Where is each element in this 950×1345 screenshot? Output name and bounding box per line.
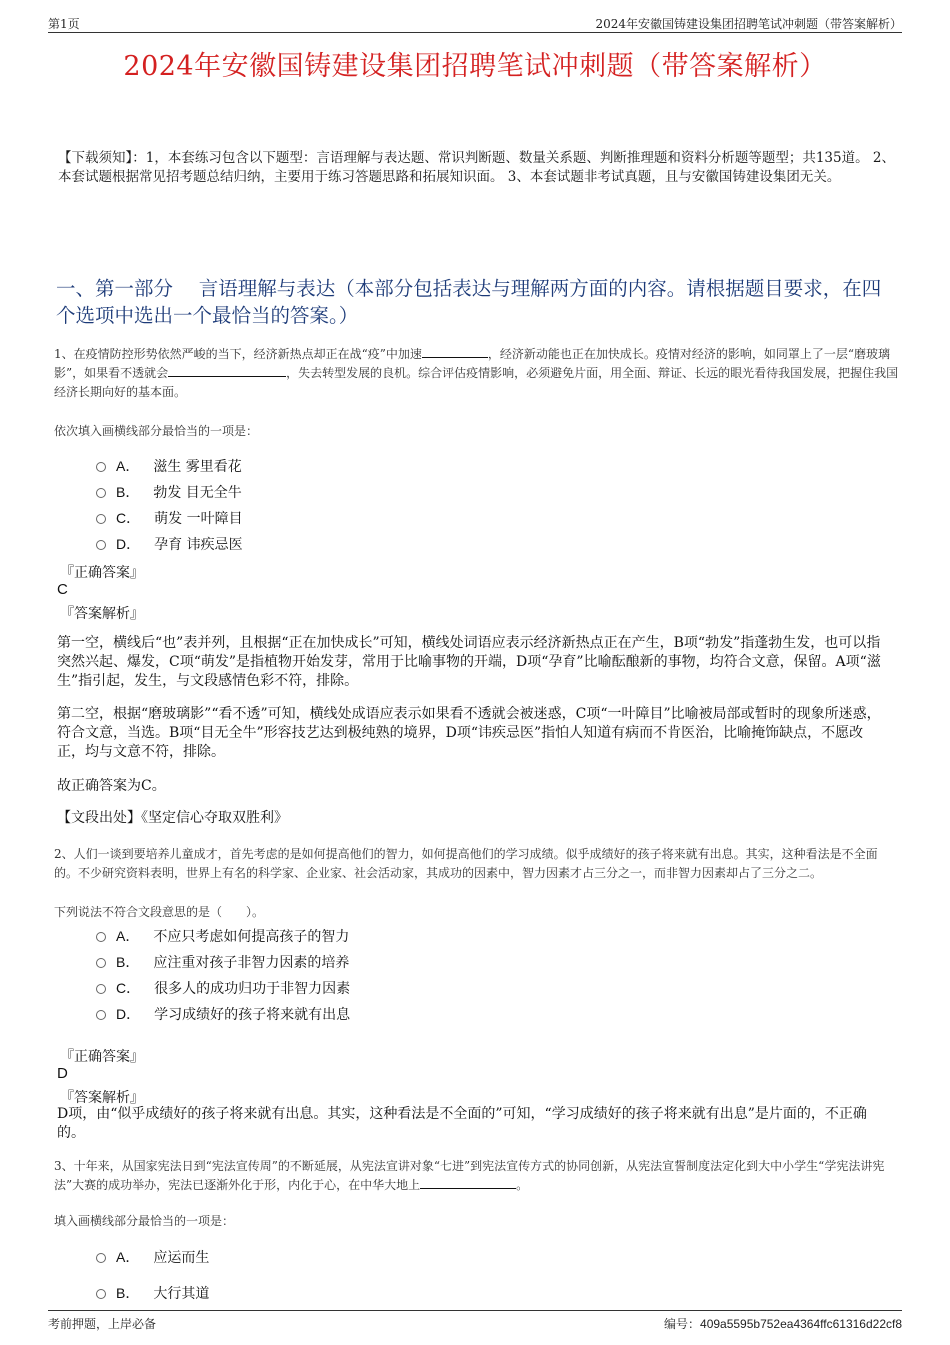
- analysis-label: 『答案解析』: [60, 606, 144, 622]
- correct-answer: C: [57, 581, 68, 598]
- blank-line: [168, 364, 286, 377]
- radio-icon[interactable]: [96, 958, 106, 968]
- question-2-instruction: 下列说法不符合文段意思的是（ ）。: [54, 905, 265, 919]
- radio-icon[interactable]: [96, 540, 106, 550]
- radio-icon[interactable]: [96, 1010, 106, 1020]
- option-c[interactable]: C． 很多人的成功归功于非智力因素: [96, 978, 350, 998]
- radio-icon[interactable]: [96, 932, 106, 942]
- question-1-text: 1、在疫情防控形势依然严峻的当下，经济新热点却正在战“疫”中加速 ，经济新动能也正在加快成长。疫情对经济的影响，如同罩上了一层“磨玻璃影”，如果看不透就会 ，失去转型发展的良机。综合评估疫情影响，必须避免片面，用全面、辩证、长远的眼光看待我国发展，把握住我国经济长期向好的基本面。: [54, 347, 899, 399]
- option-b[interactable]: B． 勃发 目无全牛: [96, 482, 242, 502]
- question-3-instruction: 填入画横线部分最恰当的一项是：: [54, 1214, 235, 1228]
- option-d[interactable]: D． 学习成绩好的孩子将来就有出息: [96, 1004, 350, 1024]
- radio-icon[interactable]: [96, 1253, 106, 1263]
- option-d[interactable]: D． 孕育 讳疾忌医: [96, 534, 243, 554]
- option-a[interactable]: A． 滋生 雾里看花: [96, 456, 242, 476]
- document-title: 2024年安徽国铸建设集团招聘笔试冲刺题（带答案解析）: [123, 51, 827, 82]
- option-b[interactable]: B． 大行其道: [96, 1283, 209, 1303]
- download-notice: 【下载须知】：1，本套练习包含以下题型：言语理解与表达题、常识判断题、数量关系题、判断推理题和资料分析题等题型；共135道。 2、本套试题根据常见招考题总结归纳，主要用于练习答题思路和拓展知识面。 3、本套试题非考试真题，且与安徽国铸建设集团无关。: [58, 150, 895, 185]
- radio-icon[interactable]: [96, 488, 106, 498]
- analysis-conclusion: 故正确答案为C。: [57, 778, 166, 794]
- question-2-options: [54, 926, 900, 1026]
- blank-line: [422, 345, 488, 358]
- footer-slogan: 考前押题，上岸必备: [48, 1317, 157, 1331]
- page-header: [48, 12, 902, 33]
- option-c[interactable]: C． 萌发 一叶障目: [96, 508, 243, 528]
- option-b[interactable]: B． 应注重对孩子非智力因素的培养: [96, 952, 349, 972]
- source-citation: 【文段出处】《坚定信心夺取双胜利》: [57, 810, 288, 826]
- page-number: 第1页: [48, 17, 80, 31]
- radio-icon[interactable]: [96, 462, 106, 472]
- option-a[interactable]: A． 不应只考虑如何提高孩子的智力: [96, 926, 349, 946]
- analysis-paragraph: D项，由“似乎成绩好的孩子将来就有出息。其实，这种看法是不全面的”可知，“学习成绩好的孩子将来就有出息”是片面的，不正确的。: [57, 1106, 867, 1141]
- option-a[interactable]: A． 应运而生: [96, 1247, 209, 1267]
- analysis-paragraph-2: 第二空，根据“磨玻璃影”“看不透”可知，横线处成语应表示如果看不透就会被迷惑，C项“一叶障目”比喻被局部或暂时的现象所迷惑，符合文意，当选。B项“目无全牛”形容技艺达到极纯熟的境界，D项“讳疾忌医”指怕人知道有病而不肯医治，比喻掩饰缺点，不愿改正，均与文意不符，排除。: [57, 706, 881, 760]
- answer-label: 『正确答案』: [60, 1049, 144, 1065]
- analysis-paragraph-1: 第一空，横线后“也”表并列，且根据“正在加快成长”可知，横线处词语应表示经济新热点正在产生，B项“勃发”指蓬勃生发，也可以指突然兴起、爆发，C项“萌发”是指植物开始发芽，常用于比喻事物的开端，D项“孕育”比喻酝酿新的事物，均符合文意，保留。A项“滋生”指引起，发生，与文段感情色彩不符，排除。: [57, 635, 881, 689]
- document-code: 编号：409a5595b752ea4364ffc61316d22cf8: [664, 1317, 902, 1331]
- analysis-label: 『答案解析』: [60, 1090, 144, 1106]
- question-1-instruction: 依次填入画横线部分最恰当的一项是：: [54, 424, 259, 438]
- correct-answer: D: [57, 1065, 68, 1082]
- page-footer: [48, 1310, 902, 1331]
- answer-label: 『正确答案』: [60, 565, 144, 581]
- question-3-text: 3、十年来，从国家宪法日到“宪法宣传周”的不断延展，从宪法宣讲对象“七进”到宪法宣传方式的协同创新，从宪法宣誓制度法定化到大中小学生“学宪法讲宪法”大赛的成功举办，宪法已逐渐外化于形，内化于心，在中华大地上 。: [54, 1159, 885, 1192]
- section-title: 一、第一部分 言语理解与表达（本部分包括表达与理解两方面的内容。请根据题目要求，在四个选项中选出一个最恰当的答案。）: [56, 277, 882, 327]
- question-1-options: [54, 456, 900, 556]
- radio-icon[interactable]: [96, 514, 106, 524]
- radio-icon[interactable]: [96, 1289, 106, 1299]
- header-doc-name: 2024年安徽国铸建设集团招聘笔试冲刺题（带答案解析）: [595, 17, 902, 31]
- radio-icon[interactable]: [96, 984, 106, 994]
- question-2-text: 2、人们一谈到要培养儿童成才，首先考虑的是如何提高他们的智力，如何提高他们的学习成绩。似乎成绩好的孩子将来就有出息。其实，这种看法是不全面的。不少研究资料表明，世界上有名的科学家、企业家、社会活动家，其成功的因素中，智力因素才占三分之一，而非智力因素却占了三分之二。: [54, 847, 878, 880]
- blank-line: [420, 1176, 516, 1189]
- question-3-options: [54, 1247, 900, 1307]
